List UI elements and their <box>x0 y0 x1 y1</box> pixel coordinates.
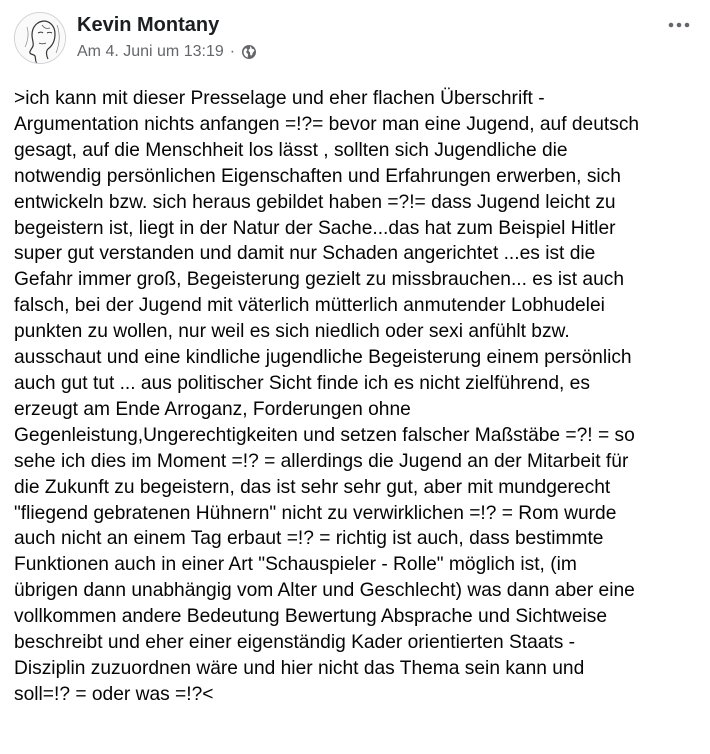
avatar[interactable] <box>14 12 66 64</box>
post-meta <box>77 41 257 63</box>
more-options-button[interactable] <box>664 14 694 36</box>
more-options-icon <box>668 22 690 28</box>
globe-icon[interactable] <box>241 44 257 60</box>
post-text: >ich kann mit dieser Presselage und eher flachen Überschrift - Argumentation nichts anfangen =!?= bevor man eine Jugend, auf deutsch gesagt, auf die Menschheit los lässt , sollten sich Jugendliche die notwendig persönlichen Eigenschaften und Erfahrungen erwerben, sich entwickeln bzw. sich heraus gebildet haben =?!= dass Jugend leicht zu begeistern ist, liegt in der Natur der Sache...das hat zum Beispiel Hitler super gut verstanden und damit nur Schaden angerichtet ...es ist die Gefahr immer groß, Begeisterung gezielt zu missbrauchen... es ist auch falsch, bei der Jugend mit väterlich mütterlich anmutender Lobhudelei punkten zu wollen, nur weil es sich niedlich oder sexi anfühlt bzw. ausschaut und eine kindliche jugendliche Begeisterung einem persönlich auch gut tut ... aus politischer Sicht finde ich es nicht zielführend, es erzeugt am Ende Arroganz, Forderungen ohne Gegenleistung,Ungerechtigkeiten und setzen falscher Maßstäbe =?! = so sehe ich dies im Moment =!? = allerdings die Jugend an der Mitarbeit für die Zukunft zu begeistern, das ist sehr sehr gut, aber mit mundgerecht "fliegend gebratenen Hühnern" nicht zu verwirklichen =!? = Rom wurde auch nicht an einem Tag erbaut =!? = richtig ist auch, dass bestimmte Funktionen auch in einer Art "Schauspieler - Rolle" möglich ist, (im übrigen dann unabhängig vom Alter und Geschlecht) was dann aber eine vollkommen andere Bedeutung Bewertung Absprache und Sichtweise beschreibt und eher einer eigenständig Kader orientierten Staats - Disziplin zuzuordnen wäre und hier nicht das Thema sein kann und soll=!? = oder was =!?< <box>14 88 640 705</box>
post-header <box>14 12 696 72</box>
author-name[interactable]: Kevin Montany <box>77 14 220 36</box>
meta-separator: · <box>229 43 236 60</box>
post-timestamp[interactable]: Am 4. Juni um 13:19 <box>77 43 224 60</box>
avatar-sketch-icon <box>15 13 66 64</box>
